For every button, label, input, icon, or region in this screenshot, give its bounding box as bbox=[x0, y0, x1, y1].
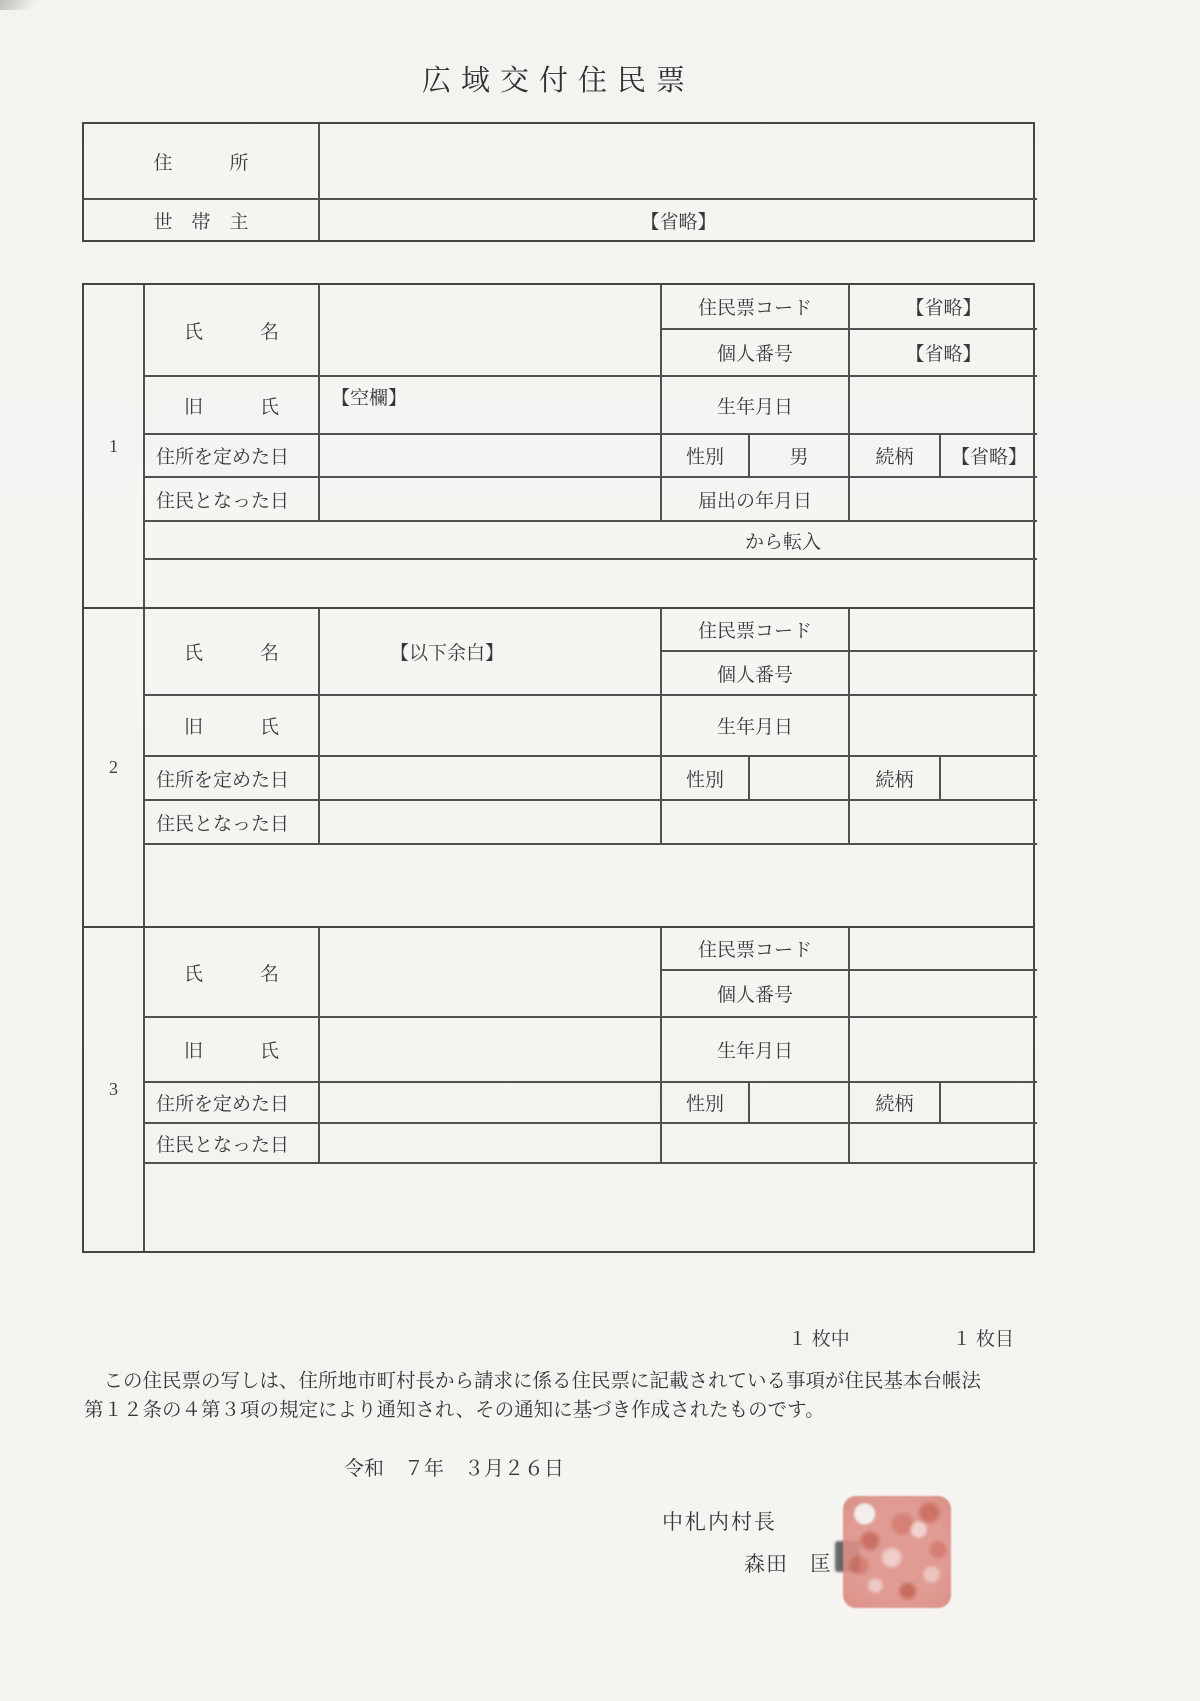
head-of-household-label: 世 帯 主 bbox=[84, 200, 320, 240]
personal-number-label: 個人番号 bbox=[662, 652, 850, 696]
birth-date-value bbox=[850, 1018, 1037, 1083]
name-value: 【以下余白】 bbox=[320, 609, 662, 696]
resident-code-value: 【省略】 bbox=[850, 285, 1037, 330]
birth-date-value bbox=[850, 377, 1037, 435]
relationship-value bbox=[941, 1083, 1037, 1124]
relationship-label: 続柄 bbox=[850, 1083, 941, 1124]
name-label: 氏 名 bbox=[145, 928, 320, 1018]
household-table bbox=[82, 122, 1035, 242]
empty-remarks-cell bbox=[145, 1164, 1037, 1251]
address-value bbox=[320, 124, 1037, 200]
notification-date-value-cell bbox=[662, 1124, 850, 1164]
scan-smudge bbox=[0, 0, 46, 10]
transfer-from-note: から転入 bbox=[145, 522, 1037, 560]
legal-note-line-1: この住民票の写しは、住所地市町村長から請求に係る住民票に記載されている事項が住民基本台帳法 bbox=[84, 1371, 982, 1392]
former-name-label: 旧 氏 bbox=[145, 1018, 320, 1083]
address-set-date-value bbox=[320, 435, 662, 478]
page-title: 広域交付住民票 bbox=[421, 65, 695, 97]
notification-date-label: 届出の年月日 bbox=[662, 478, 850, 522]
personal-number-label: 個人番号 bbox=[662, 971, 850, 1018]
became-resident-date-label: 住民となった日 bbox=[145, 801, 320, 845]
official-seal-stamp bbox=[843, 1496, 951, 1608]
personal-number-label: 個人番号 bbox=[662, 330, 850, 377]
sheet-counter bbox=[788, 1324, 1014, 1351]
resident-code-label: 住民票コード bbox=[662, 609, 850, 652]
former-name-value: 【空欄】 bbox=[320, 377, 662, 435]
became-resident-date-value bbox=[320, 478, 662, 522]
personal-number-value bbox=[850, 652, 1037, 696]
name-value bbox=[320, 928, 662, 1018]
sheet-current: １ 枚目 bbox=[952, 1329, 1014, 1350]
gender-label: 性別 bbox=[662, 757, 750, 801]
birth-date-label: 生年月日 bbox=[662, 377, 850, 435]
became-resident-date-value bbox=[320, 1124, 662, 1164]
address-set-date-label: 住所を定めた日 bbox=[145, 1083, 320, 1124]
became-resident-date-label: 住民となった日 bbox=[145, 478, 320, 522]
record-section-3 bbox=[84, 926, 1033, 1251]
relationship-value bbox=[941, 757, 1037, 801]
resident-code-value bbox=[850, 928, 1037, 971]
record-number: 3 bbox=[84, 928, 145, 1251]
resident-code-value bbox=[850, 609, 1037, 652]
legal-note bbox=[84, 1367, 1050, 1425]
record-section-2 bbox=[84, 607, 1033, 926]
personal-number-value bbox=[850, 971, 1037, 1018]
address-set-date-label: 住所を定めた日 bbox=[145, 757, 320, 801]
notification-date-extra-cell bbox=[850, 1124, 1037, 1164]
gender-label: 性別 bbox=[662, 435, 750, 478]
former-name-label: 旧 氏 bbox=[145, 696, 320, 757]
address-set-date-value bbox=[320, 1083, 662, 1124]
issuer-name: 森田 匡 bbox=[744, 1552, 832, 1576]
became-resident-date-value bbox=[320, 801, 662, 845]
name-label: 氏 名 bbox=[145, 609, 320, 696]
became-resident-date-label: 住民となった日 bbox=[145, 1124, 320, 1164]
former-name-value bbox=[320, 696, 662, 757]
notification-date-extra-cell bbox=[850, 801, 1037, 845]
empty-remarks-cell bbox=[145, 845, 1037, 926]
notification-date-value-cell bbox=[662, 801, 850, 845]
resident-code-label: 住民票コード bbox=[662, 928, 850, 971]
empty-remarks-cell bbox=[145, 560, 1037, 607]
gender-value bbox=[750, 757, 850, 801]
former-name-label: 旧 氏 bbox=[145, 377, 320, 435]
name-value bbox=[320, 285, 662, 377]
relationship-label: 続柄 bbox=[850, 757, 941, 801]
sheet-total: １ 枚中 bbox=[788, 1329, 850, 1350]
relationship-value: 【省略】 bbox=[941, 435, 1037, 478]
name-label: 氏 名 bbox=[145, 285, 320, 377]
former-name-value bbox=[320, 1018, 662, 1083]
address-label: 住 所 bbox=[84, 124, 320, 200]
address-set-date-value bbox=[320, 757, 662, 801]
birth-date-value bbox=[850, 696, 1037, 757]
issue-date: 令和 ７年 ３月２６日 bbox=[344, 1458, 564, 1480]
relationship-label: 続柄 bbox=[850, 435, 941, 478]
address-set-date-label: 住所を定めた日 bbox=[145, 435, 320, 478]
gender-label: 性別 bbox=[662, 1083, 750, 1124]
legal-note-line-2: 第１２条の４第３項の規定により通知され、その通知に基づき作成されたものです。 bbox=[84, 1400, 825, 1421]
birth-date-label: 生年月日 bbox=[662, 1018, 850, 1083]
resident-records-table bbox=[82, 283, 1035, 1253]
gender-value: 男 bbox=[750, 435, 850, 478]
record-number: 2 bbox=[84, 609, 145, 926]
personal-number-value: 【省略】 bbox=[850, 330, 1037, 377]
notification-date-value bbox=[850, 478, 1037, 522]
head-of-household-value: 【省略】 bbox=[640, 211, 717, 233]
record-number: 1 bbox=[84, 285, 145, 607]
record-section-1 bbox=[84, 285, 1033, 607]
birth-date-label: 生年月日 bbox=[662, 696, 850, 757]
issuer-title: 中札内村長 bbox=[662, 1510, 777, 1534]
gender-value bbox=[750, 1083, 850, 1124]
resident-code-label: 住民票コード bbox=[662, 285, 850, 330]
